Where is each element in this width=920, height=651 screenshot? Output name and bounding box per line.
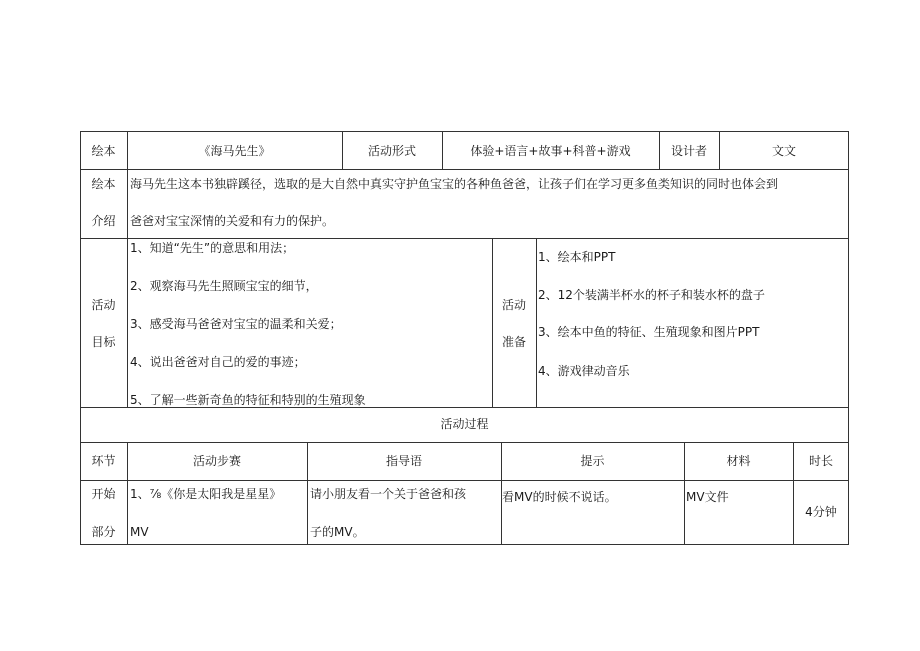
- step-line2: MV: [130, 525, 149, 539]
- prep-label-line2: 准备: [501, 335, 526, 349]
- col-divider: [127, 169, 128, 238]
- intro-label-line1: 绘本: [91, 177, 116, 191]
- prep-item: 1、绘本和PPT: [538, 250, 616, 264]
- designer-label: 设计者: [670, 144, 707, 158]
- header-steps: 活动步赛: [192, 454, 241, 468]
- intro-text-line2: 爸爸对宝宝深情的关爱和有力的保护。: [130, 214, 335, 228]
- row-divider: [81, 169, 848, 170]
- process-title: 活动过程: [440, 417, 489, 431]
- prep-item: 3、绘本中鱼的特征、生殖现象和图片PPT: [538, 325, 760, 339]
- header-stage: 环节: [91, 454, 116, 468]
- goal-item: 5、了解一些新奇鱼的特征和特别的生殖现象: [130, 393, 366, 407]
- row-divider: [81, 407, 848, 408]
- duration-text: 4分钟: [805, 505, 837, 519]
- prep-item: 4、游戏律动音乐: [538, 364, 630, 378]
- book-label: 绘本: [91, 144, 116, 158]
- intro-text-line1: 海马先生这本书独辟蹊径，选取的是大自然中真实守护鱼宝宝的各种鱼爸爸，让孩子们在学习更多鱼类知识的同时也体会到: [130, 177, 779, 191]
- stage-line2: 部分: [91, 525, 116, 539]
- col-divider: [492, 238, 493, 407]
- step-line1: 1、⅞《你是太阳我是星星》: [130, 487, 282, 501]
- guide-line1: 请小朋友看一个关于爸爸和孩: [310, 487, 467, 501]
- book-title: 《海马先生》: [198, 144, 271, 158]
- stage-line1: 开始: [91, 487, 116, 501]
- goals-label-line1: 活动: [91, 298, 116, 312]
- designer-name: 文文: [771, 144, 796, 158]
- col-divider: [536, 238, 537, 407]
- goal-item: 4、说出爸爸对自己的爱的事迹；: [130, 355, 306, 369]
- tip-text: 看MV的时候不说话。: [502, 490, 617, 504]
- goal-item: 1、知道“先生”的意思和用法；: [130, 241, 295, 255]
- header-guide: 指导语: [385, 454, 422, 468]
- activity-form-label: 活动形式: [367, 144, 416, 158]
- guide-line2: 子的MV。: [310, 525, 365, 539]
- prep-label-line1: 活动: [501, 298, 526, 312]
- intro-label-line2: 介绍: [91, 214, 116, 228]
- row-divider: [81, 442, 848, 443]
- goal-item: 2、观察海马先生照顾宝宝的细节，: [130, 279, 318, 293]
- header-material: 材料: [726, 454, 751, 468]
- prep-item: 2、12个装满半杯水的杯子和装水杯的盘子: [538, 288, 765, 302]
- material-text: MV文件: [686, 490, 729, 504]
- header-tip: 提示: [580, 454, 605, 468]
- header-duration: 时长: [808, 454, 833, 468]
- goal-item: 3、感受海马爸爸对宝宝的温柔和关爱；: [130, 317, 342, 331]
- row-divider: [81, 480, 848, 481]
- goals-label-line2: 目标: [91, 335, 116, 349]
- activity-form-value: 体验+语言+故事+科普+游戏: [470, 144, 631, 158]
- col-divider: [127, 238, 128, 407]
- row-divider: [81, 238, 848, 239]
